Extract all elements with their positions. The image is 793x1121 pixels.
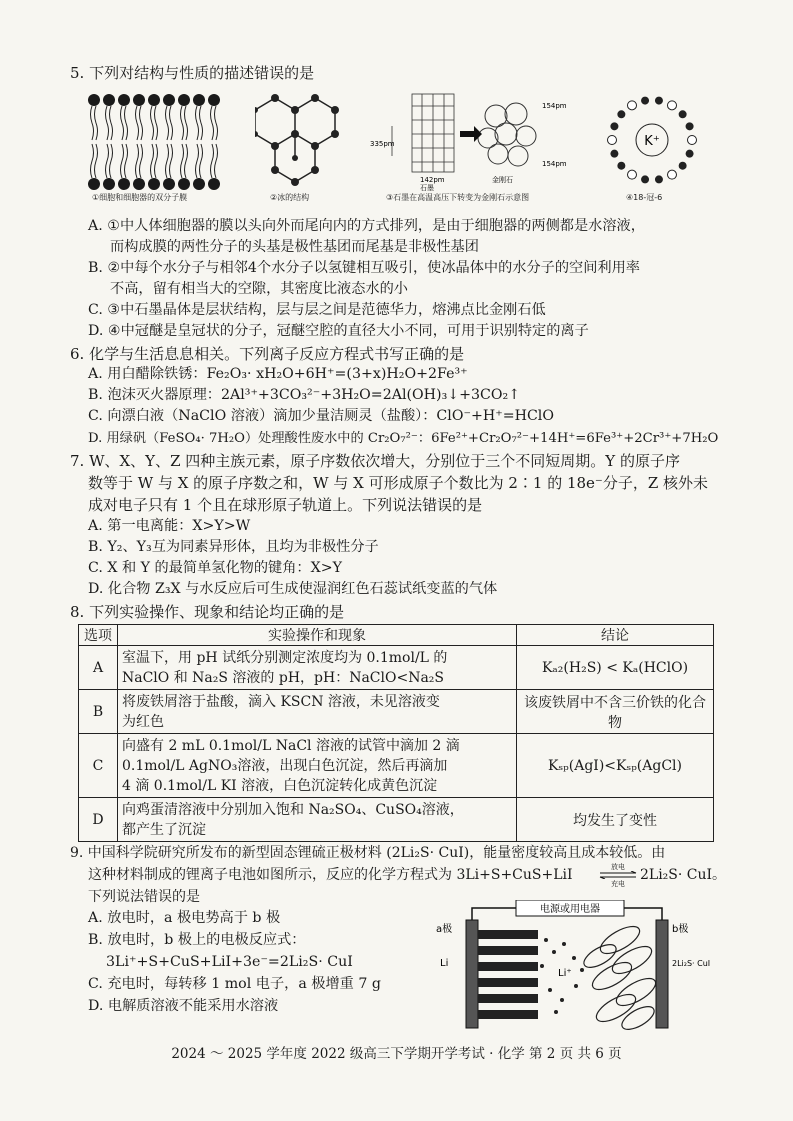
electrode-a-label: a极 — [436, 924, 453, 935]
row-operation — [118, 690, 517, 734]
operation-line: 为红色 — [122, 713, 164, 730]
q5-option-d: D. ④中冠醚是皇冠状的分子，冠醚空腔的直径大小不同，可用于识别特定的离子 — [88, 323, 589, 339]
row-key: A — [79, 646, 118, 690]
k-plus-label: K⁺ — [644, 134, 660, 149]
operation-line: 4 滴 0.1mol/L KI 溶液，白色沉淀转化成黄色沉淀 — [122, 777, 438, 794]
row-operation — [118, 798, 517, 842]
q9-option-c: C. 充电时，每转移 1 mol 电子，a 极增重 7 g — [88, 976, 381, 992]
q9-stem-line2-end: 2Li₂S· CuI。 — [640, 867, 727, 883]
label-diamond: 金刚石 — [492, 176, 513, 184]
q9-stem-line1: 9. 中国科学院研究所发布的新型固态锂硫正极材料 (2Li₂S· CuI)，能量密度较高且成本较低。由 — [70, 845, 666, 861]
fig2-caption: ②冰的结构 — [270, 193, 310, 202]
operation-line: 都产生了沉淀 — [122, 821, 206, 838]
q7-stem-line3: 成对电子只有 1 个且在球形原子轨道上。下列说法错误的是 — [88, 496, 483, 514]
product-label: 2Li₂S· CuI — [672, 959, 711, 968]
row-operation — [118, 646, 517, 690]
table-row — [79, 646, 714, 690]
row-conclusion: 均发生了变性 — [517, 798, 714, 842]
graphite-diamond-figure — [370, 86, 570, 192]
q6-stem: 6. 化学与生活息息相关。下列离子反应方程式书写正确的是 — [70, 345, 465, 363]
operation-line: 将废铁屑溶于盐酸，滴入 KSCN 溶液，未见溶液变 — [122, 693, 440, 710]
q7-option-d: D. 化合物 Z₃X 与水反应后可生成使湿润红色石蕊试纸变蓝的气体 — [88, 581, 498, 597]
li-ion-label: Li⁺ — [558, 968, 572, 979]
q7-option-c: C. X 和 Y 的最简单氢化物的键角：X>Y — [88, 560, 342, 576]
fig1-caption: ①细胞和细胞器的双分子膜 — [92, 193, 188, 202]
q9-stem-line3: 下列说法错误的是 — [88, 889, 200, 905]
electrode-b-label: b极 — [672, 924, 689, 935]
q9-option-b-equation: 3Li⁺+S+CuS+LiI+3e⁻=2Li₂S· CuI — [106, 954, 353, 970]
q5-stem: 5. 下列对结构与性质的描述错误的是 — [70, 64, 315, 82]
li-label: Li — [440, 958, 449, 969]
q6-option-a: A. 用白醋除铁锈：Fe₂O₃· xH₂O+6H⁺=(3+x)H₂O+2Fe³⁺ — [88, 366, 468, 382]
label-154pm-b: 154pm — [542, 160, 567, 168]
q5-option-c: C. ③中石墨晶体是层状结构，层与层之间是范德华力，熔沸点比金刚石低 — [88, 302, 546, 318]
q7-option-b: B. Y₂、Y₃互为同素异形体，且均为非极性分子 — [88, 539, 379, 555]
row-key: D — [79, 798, 118, 842]
row-conclusion: 该废铁屑中不含三价铁的化合物 — [517, 690, 714, 734]
q6-option-c: C. 向漂白液（NaClO 溶液）滴加少量洁厕灵（盐酸）：ClO⁻+H⁺=HClO — [88, 408, 554, 424]
bilayer-figure — [86, 92, 226, 192]
operation-line: 向盛有 2 mL 0.1mol/L NaCl 溶液的试管中滴加 2 滴 — [122, 737, 460, 754]
q9-option-d: D. 电解质溶液不能采用水溶液 — [88, 998, 279, 1014]
power-source-label: 电源或用电器 — [540, 904, 600, 915]
operation-line: 室温下，用 pH 试纸分别测定浓度均为 0.1mol/L 的 — [122, 649, 448, 666]
header-conclusion: 结论 — [517, 625, 714, 646]
fig4-caption: ④18-冠-6 — [626, 193, 663, 202]
fig3-caption: ③石墨在高温高压下转变为金刚石示意图 — [386, 193, 530, 202]
q9-option-a: A. 放电时，a 极电势高于 b 极 — [88, 910, 281, 926]
row-operation — [118, 734, 517, 798]
table-row — [79, 734, 714, 798]
q7-stem-line2: 数等于 W 与 X 的原子序数之和，W 与 X 可形成原子个数比为 2∶1 的 18e⁻分子，Z 核外未 — [88, 474, 709, 492]
q8-table — [78, 624, 714, 842]
label-graphite: 石墨 — [420, 184, 434, 192]
q7-stem-line1: 7. W、X、Y、Z 四种主族元素，原子序数依次增大，分别位于三个不同短周期。Y 的原子序 — [70, 452, 680, 470]
q8-stem: 8. 下列实验操作、现象和结论均正确的是 — [70, 603, 345, 621]
row-conclusion: Kₛₚ(AgI)<Kₛₚ(AgCl) — [517, 734, 714, 798]
q9-stem-line2: 这种材料制成的锂离子电池如图所示，反应的化学方程式为 3Li+S+CuS+LiI — [88, 867, 573, 883]
operation-line: 0.1mol/L AgNO₃溶液，出现白色沉淀，然后再滴加 — [122, 757, 448, 774]
operation-line: NaClO 和 Na₂S 溶液的 pH，pH：NaClO<Na₂S — [122, 669, 444, 686]
q6-option-b: B. 泡沫灭火器原理：2Al³⁺+3CO₃²⁻+3H₂O=2Al(OH)₃↓+3CO₂↑ — [88, 387, 521, 403]
row-conclusion: Kₐ₂(H₂S) < Kₐ(HClO) — [517, 646, 714, 690]
header-operation: 实验操作和现象 — [118, 625, 517, 646]
row-key: B — [79, 690, 118, 734]
label-335pm: 335pm — [370, 140, 395, 148]
page-footer: 2024 ～ 2025 学年度 2022 级高三下学期开学考试 · 化学 第 2 页 共 6 页 — [171, 1046, 622, 1062]
q5-option-a-line2: 而构成膜的两性分子的头基是极性基团而尾基是非极性基团 — [110, 239, 479, 255]
q5-option-b-line2: 不高，留有相当大的空隙，其密度比液态水的小 — [110, 281, 408, 297]
q5-option-b-line1: B. ②中每个水分子与相邻4个水分子以氢键相互吸引，使冰晶体中的水分子的空间利用率 — [88, 260, 640, 276]
reversible-arrow — [598, 871, 638, 879]
table-header-row — [79, 625, 714, 646]
label-154pm-a: 154pm — [542, 102, 567, 110]
ice-structure-figure — [255, 88, 345, 193]
crown-ether-figure — [604, 92, 700, 188]
label-142pm: 142pm — [420, 176, 445, 184]
q7-option-a: A. 第一电离能：X>Y>W — [88, 518, 251, 534]
header-option: 选项 — [79, 625, 118, 646]
row-key: C — [79, 734, 118, 798]
table-row — [79, 690, 714, 734]
arrow-discharge-label: 放电 — [611, 863, 625, 871]
q9-option-b: B. 放电时，b 极上的电极反应式： — [88, 932, 306, 948]
table-row — [79, 798, 714, 842]
operation-line: 向鸡蛋清溶液中分别加入饱和 Na₂SO₄、CuSO₄溶液， — [122, 801, 464, 818]
battery-diagram — [432, 900, 724, 1032]
q6-option-d: D. 用绿矾（FeSO₄· 7H₂O）处理酸性废水中的 Cr₂O₇²⁻：6Fe²⁺+Cr₂O₇²⁻+14H⁺=6Fe³⁺+2Cr³⁺+7H₂O — [88, 431, 719, 446]
arrow-charge-label: 充电 — [611, 880, 625, 888]
q5-option-a-line1: A. ①中人体细胞器的膜以头向外而尾向内的方式排列，是由于细胞器的两侧都是水溶液， — [88, 218, 645, 234]
